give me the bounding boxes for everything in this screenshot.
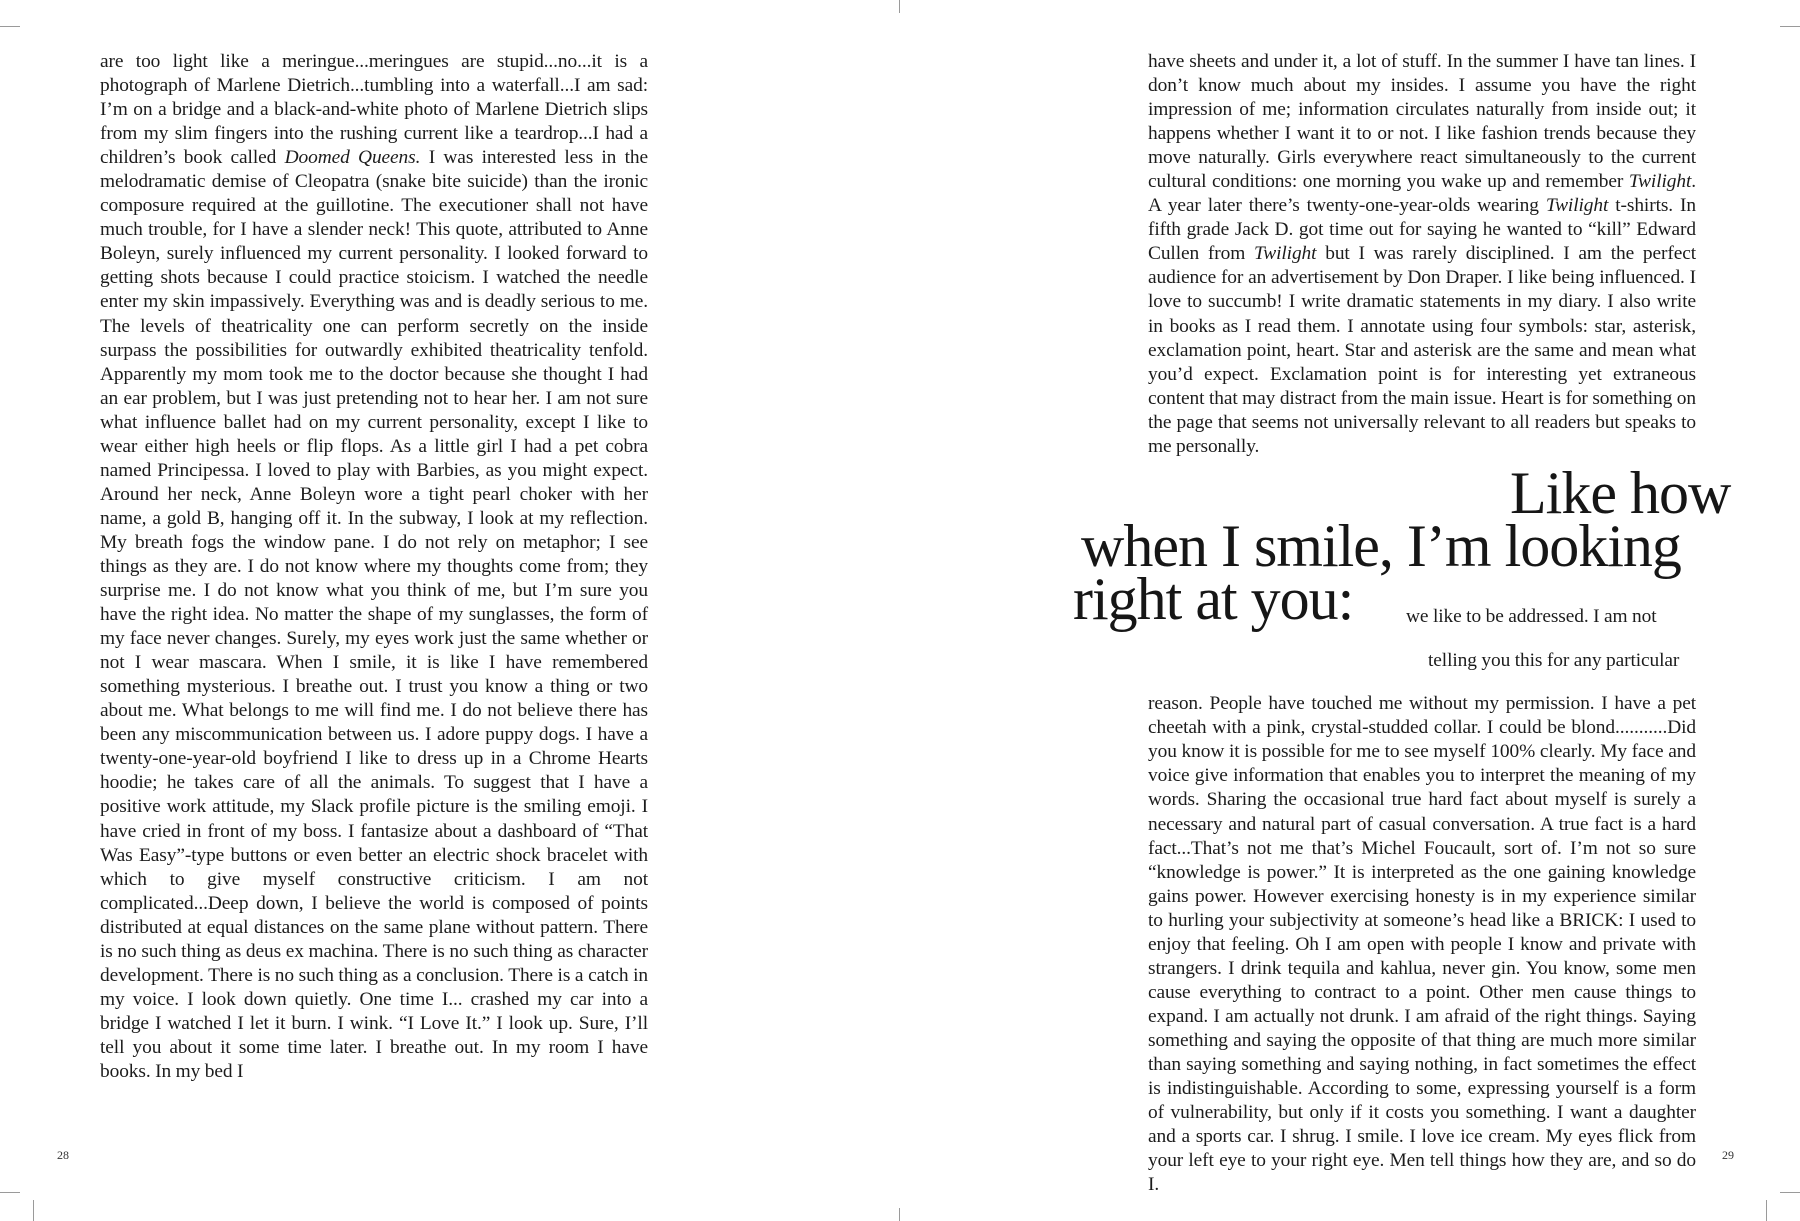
crop-mark	[899, 0, 900, 13]
crop-mark	[0, 1192, 20, 1193]
crop-mark	[1780, 1192, 1800, 1193]
pull-quote-line-3: right at you:	[1073, 566, 1354, 632]
pull-quote-line-2: when I smile, I’m looking	[1081, 513, 1681, 579]
continuation-line-2: telling you this for any particular	[1428, 649, 1680, 671]
pull-quote-line-1: Like how	[1510, 460, 1731, 526]
continuation-line-1: we like to be addressed. I am not	[1406, 606, 1657, 628]
right-page-body-top	[1148, 50, 1696, 459]
right-page-body-bottom	[1148, 586, 1696, 1217]
crop-mark	[899, 1208, 900, 1221]
page-number-left: 28	[57, 1148, 69, 1162]
right-page-text-top: have sheets and under it, a lot of stuff. In the summer I have tan lines. I don’t know much about my insides. I assume you have the right impression of me; information circulates naturally from inside out; it happens whether I want it to or not. I like fashion trends because they move naturally. Girls everywhere react simultaneously to the current cultural conditions: one morning you wake up and remember Twilight. A year later there’s twenty-one-year-olds wearing Twilight t-shirts. In fifth grade Jack D. got time out for saying he wanted to “kill” Edward Cullen from Twilight but I was rarely disciplined. I am the perfect audience for an advertisement by Don Draper. I like being influenced. I love to succumb! I write dramatic statements in my diary. I also write in books as I read them. I annotate using four symbols: star, asterisk, exclamation point, heart. Star and asterisk are the same and mean what you’d expect. Exclamation point is for interesting yet extraneous content that may distract from the main issue. Heart is for something on the page that seems not universally relevant to all readers but speaks to me personally.	[1148, 51, 1696, 457]
crop-mark	[33, 1200, 34, 1221]
crop-mark	[1780, 26, 1800, 27]
crop-mark	[0, 26, 20, 27]
left-page-body	[100, 50, 648, 1084]
crop-mark	[1766, 1200, 1767, 1221]
page-number-right: 29	[1722, 1148, 1734, 1162]
left-page-text: are too light like a meringue...meringues are stupid...no...it is a photograph of Marlene Dietrich...tumbling into a waterfall...I am sad: I’m on a bridge and a black-and-white photo of Marlene Dietrich slips from my slim fingers into the rushing current like a teardrop...I had a children’s book called Doomed Queens. I was interested less in the melodramatic demise of Cleopatra (snake bite suicide) than the ironic composure required at the guillotine. The executioner shall not have much trouble, for I have a slender neck! This quote, attributed to Anne Boleyn, surely influenced my current personality. I looked forward to getting shots because I could practice stoicism. I watched the needle enter my skin impassively. Everything was and is deadly serious to me. The levels of theatricality one can perform secretly on the inside surpass the possibilities for outwardly exhibited theatricality tenfold. Apparently my mom took me to the doctor because she thought I had an ear problem, but I was just pretending not to hear her. I am not sure what influence ballet had on my current personality, except I like to wear either high heels or flip flops. As a little girl I had a pet cobra named Principessa. I loved to play with Barbies, as you might expect. Around her neck, Anne Boleyn wore a tight pearl choker with her name, a gold B, hanging off it. In the subway, I look at my reflection. My breath fogs the window pane. I do not rely on metaphor; I see things as they are. I do not know where my thoughts come from; they surprise me. I do not know what you think of me, but I’m sure you have the right idea. No matter the shape of my sunglasses, the form of my face never changes. Surely, my eyes work just the same whether or not I wear mascara. When I smile, it is like I have remembered something mysterious. I breathe out. I trust you know a thing or two about me. What belongs to me will find me. I do not believe there has been any miscommunication between us. I adore puppy dogs. I have a twenty-one-year-old boyfriend I like to dress up in a Chrome Hearts hoodie; he takes care of all the animals. To suggest that I have a positive work attitude, my Slack profile picture is the smiling emoji. I have cried in front of my boss. I fantasize about a dashboard of “That Was Easy”-type buttons or even better an electric shock bracelet with which to give myself constructive criticism. I am not complicated...Deep down, I believe the world is composed of points distributed at equal distances on the same plane without pattern. There is no such thing as deus ex machina. There is no such thing as character development. There is no such thing as a conclusion. There is a catch in my voice. I look down quietly. One time I... crashed my car into a bridge I watched I let it burn. I wink. “I Love It.” I look up. Sure, I’ll tell you about it some time later. I breathe out. In my room I have books. In my bed I	[100, 51, 648, 1082]
continuation-text: reason. People have touched me without my permission. I have a pet cheetah with a pink, crystal-studded collar. I could be blond...........Did you know it is possible for me to see myself 100% clearly. My face and voice give information that enables you to interpret the meaning of my words. Sharing the occasional true hard fact about myself is surely a necessary and natural part of casual conversation. A true fact is a hard fact...That’s not me that’s Michel Foucault, sort of. I’m not so sure “knowledge is power.” It is interpreted as the one gaining knowledge gains power. However exercising honesty is in my experience similar to hurling your subjectivity at someone’s head like a BRICK: I used to enjoy that feeling. Oh I am open with people I know and private with strangers. I drink tequila and kahlua, never gin. You know, some men cause everything to contract to a point. Other men cause things to expand. I am actually not drunk. I am afraid of the right things. Saying something and saying the opposite of that thing are much more similar than saying something and saying nothing, in fact sometimes the effect is indistinguishable. According to some, expressing yourself is a form of vulnerability, but only if it costs you something. I want a daughter and a sports car. I shrug. I smile. I love ice cream. My eyes flick from your left eye to your right eye. Men tell things how they are, and so do I.	[1148, 693, 1696, 1196]
